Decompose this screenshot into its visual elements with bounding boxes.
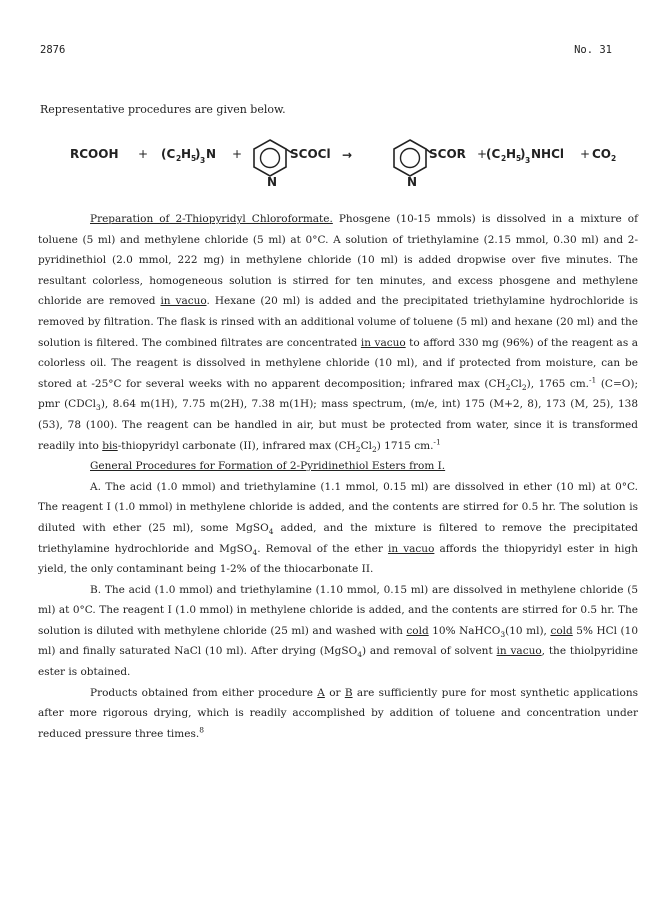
ring-n-label: N <box>267 175 278 188</box>
svg-text:N: N <box>206 147 217 161</box>
ring-n-label-2: N <box>407 175 418 188</box>
intro-sentence: Representative procedures are given below. <box>40 103 286 116</box>
svg-text:(C: (C <box>486 147 501 161</box>
section-title-general: General Procedures for Formation of 2-Pyridinethiol Esters from I. <box>90 460 446 473</box>
svg-text:3: 3 <box>525 156 531 165</box>
scheme-product-group: SCOR <box>429 147 466 161</box>
section-title-preparation: Preparation of 2-Thiopyridyl Chloroformate. <box>90 213 333 225</box>
svg-text:): ) <box>195 147 201 161</box>
svg-text:2: 2 <box>611 154 617 163</box>
scheme-acid: RCOOH <box>70 147 119 161</box>
scheme-reagent-group: SCOCl <box>290 147 331 161</box>
svg-text:NHCl: NHCl <box>531 147 565 161</box>
issue-number: No. 31 <box>574 44 612 56</box>
svg-text:CO: CO <box>592 147 612 161</box>
scheme-plus-2: + <box>232 147 243 161</box>
paragraph-procedure-a: A. The acid (1.0 mmol) and triethylamine (1.1 mmol, 0.15 ml) are dissolved in ether (10 ml) at 0°C. The reagent I (1.0 mmol) in methylene chloride is added, and the contents are stirred for 0.5 hr. The solution is diluted with ether (25 ml), some MgSO$_4$ added, and the mixture is filtered to remove the precipitated triethylamine hydrochloride and MgSO$_4$. Removal of the ether in vacuo affords the thiopyridyl ester in high yield, the only contaminant being 1-2% of the thiocarbonate II. <box>38 480 639 576</box>
paragraph-products: Products obtained from either procedure A or B are sufficiently pure for most synthetic applications after more rigorous drying, which is readily accomplished by addition of toluene and concentration under reduced pressure three times.$^8$ <box>38 686 638 740</box>
svg-text:5: 5 <box>516 154 522 163</box>
svg-text:): ) <box>520 147 526 161</box>
svg-text:5: 5 <box>191 154 197 163</box>
reaction-scheme <box>40 126 630 188</box>
svg-text:2: 2 <box>176 154 182 163</box>
scheme-triethylamine <box>161 147 216 165</box>
reference-8: 8 <box>199 725 204 735</box>
scheme-plus-1: + <box>138 147 149 161</box>
scheme-co2 <box>592 147 616 163</box>
page-number: 2876 <box>40 44 66 56</box>
scheme-plus-4: + <box>580 147 591 161</box>
pyridine-ring-reagent <box>254 140 292 188</box>
svg-text:H: H <box>181 147 192 161</box>
scheme-amine-salt <box>486 147 564 165</box>
svg-text:3: 3 <box>200 156 206 165</box>
paragraph-procedure-b: B. The acid (1.0 mmol) and triethylamine (1.10 mmol, 0.15 ml) are dissolved in methylene chloride (5 ml) at 0°C. The reagent I (1.0 mmol) in methylene chloride is added, and the contents are stirred for 0.5 hr. The solution is diluted with methylene chloride (25 ml) and washed with cold 10% NaHCO$_3$(10 ml), cold 5% HCl (10 ml) and finally saturated NaCl (10 ml). After drying (MgSO$_4$) and removal of solvent in vacuo, the thiolpyridine ester is obtained. <box>38 583 639 679</box>
svg-text:H: H <box>506 147 517 161</box>
paragraph-preparation: Preparation of 2-Thiopyridyl Chloroformate. Phosgene (10-15 mmols) is dissolved in a mixture of toluene (5 ml) and methylene chloride (5 ml) at 0°C. A solution of triethylamine (2.15 mmol, 0.30 ml) and 2-pyridinethiol (2.0 mmol, 222 mg) in methylene chloride (10 ml) is added dropwise over five minutes. The resultant colorless, homogeneous solution is stirred for ten minutes, and excess phosgene and methylene chloride are removed in vacuo. Hexane (20 ml) is added and the precipitated triethylamine hydrochloride is removed by filtration. The flask is rinsed with an additional volume of toluene (5 ml) and hexane (20 ml) and the solution is filtered. The combined filtrates are concentrated in vacuo to afford 330 mg (96%) of the reagent as a colorless oil. The reagent is dissolved in methylene chloride (10 ml), and if protected from moisture, can be stored at -25°C for several weeks with no apparent decomposition; infrared $\max (CH_2Cl_2)$, 1765 cm.$^{-1}$ (C=O); pmr (CDCl$_3$), 8.64 m(1H), 7.75 m(2H), 7.38 m(1H); mass spectrum, (m/e, int) 175 (M+2, 8), 173 (M, 25), 138 (53), 78 (100). The reagent can be handled in air, but must be protected from water, since it is transformed readily into bis-thiopyridyl carbonate (II), infrared $\max (CH_2Cl_2)$ 1715 cm.$^{-1}$ <box>38 213 639 454</box>
body-text <box>38 209 638 744</box>
svg-text:2: 2 <box>501 154 507 163</box>
scheme-arrow: → <box>342 148 353 162</box>
svg-text:(C: (C <box>161 147 176 161</box>
pyridine-ring-product <box>394 140 431 188</box>
scheme-plus-3: + <box>477 147 488 161</box>
